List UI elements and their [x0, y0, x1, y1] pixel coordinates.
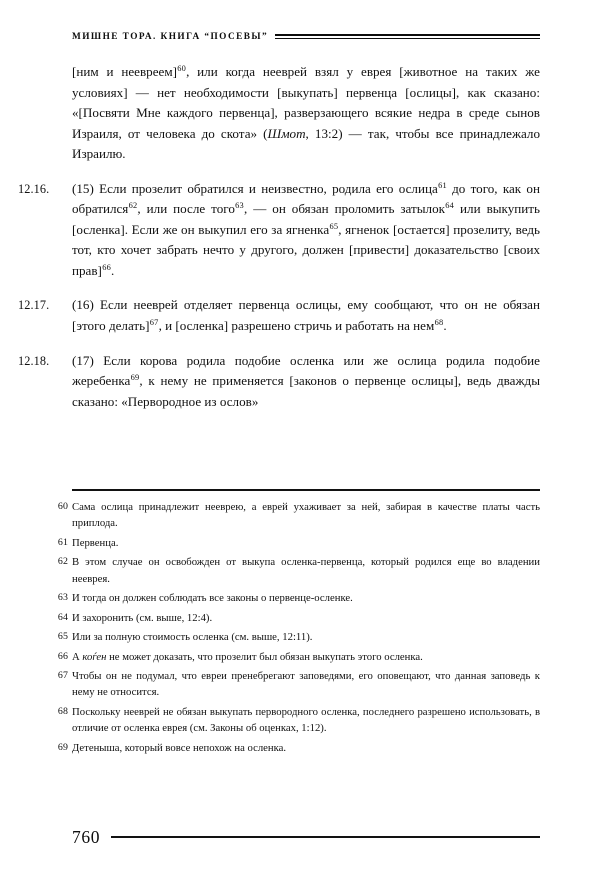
section-12-17	[0, 295, 600, 336]
section-number-12-16: 12.16.	[18, 181, 50, 196]
footnote-marker-69[interactable]: 69	[130, 372, 140, 382]
footnote-text: Сама ослица принадлежит нееврею, а еврей ухаживает за ней, забирая в качестве платы часть приплода.	[72, 501, 540, 530]
footnote-text-after: не может доказать, что прозелит был обязан выкупать этого осленка.	[106, 650, 423, 663]
footnote-entry	[0, 668, 600, 701]
footnote-entry	[0, 499, 600, 532]
section-12-17-t2: , и [осленка] разрешено стричь и работать на нем	[158, 318, 435, 334]
section-12-16-t2: до того, как он обратился	[72, 180, 540, 217]
header-double-rule	[275, 34, 540, 40]
footnote-number: 64	[57, 611, 68, 623]
footnote-text: Первенца.	[72, 536, 119, 549]
lead-paragraph	[0, 62, 600, 165]
footnote-text: И захоронить (см. выше, 12:4).	[72, 611, 213, 624]
section-12-16-t5: или выкупить [осленка]. Если же он выкупил его за ягненка	[72, 201, 540, 237]
footnote-entry	[0, 610, 600, 626]
footnote-number: 63	[57, 592, 68, 604]
footnote-text: Чтобы он не подумал, что евреи пренебрегают заповедями, его оповещают, что данная заповедь к нему не относится.	[72, 669, 540, 699]
item-label-15: (15)	[72, 180, 94, 196]
footnote-number: 69	[57, 741, 68, 753]
footnote-entry	[0, 629, 600, 645]
section-12-18-t1: Если корова родила подобие осленка или же ослица родила подобие жеребенка	[72, 352, 540, 389]
footnote-list	[0, 499, 600, 759]
item-label-17: (17)	[72, 352, 94, 368]
running-header-title: МИШНЕ ТОРА. КНИГА “ПОСЕВЫ”	[72, 32, 269, 42]
page-number: 760	[72, 826, 101, 847]
footnote-number: 68	[57, 705, 68, 717]
footnote-marker-60[interactable]: 60	[177, 63, 187, 73]
page-footer	[72, 824, 540, 850]
footnote-number: 60	[57, 501, 68, 512]
section-12-16-t6: , ягненок [остается] прозелиту, ведь тот, кто хочет забрать нечто у другого, должен [привести] доказательство [своих прав]	[72, 221, 540, 278]
section-12-16-t7: .	[111, 262, 115, 278]
footnote-text: Детеныша, который вовсе непохож на осленка.	[72, 741, 287, 754]
footnote-separator-rule	[72, 489, 540, 491]
section-12-17-t1: Если нееврей отделяет первенца ослицы, ему сообщают, что он не обязан [этого делать]	[72, 297, 540, 334]
footnote-text: И тогда он должен соблюдать все законы о первенце-осленке.	[72, 592, 353, 605]
lead-text-before: [ним и неевреем]	[72, 64, 177, 79]
footnote-entry	[0, 554, 600, 587]
lead-text-after: — так, чтобы все принадлежало Израилю.	[72, 125, 541, 162]
footnote-marker-67[interactable]: 67	[149, 317, 159, 327]
footnote-number: 65	[57, 631, 68, 643]
footnote-marker-62[interactable]: 62	[128, 201, 138, 211]
lead-text-mid: , или когда нееврей взял у еврея [животное на таких же условиях] — нет необходимости [выкупать] первенца [ослицы], как сказано: «[Посвяти Мне каждого первенца], разверзающего всякие недра в среде сынов Израиля, от человека до скота» (	[72, 64, 540, 141]
section-12-16-t3: , или после того	[137, 201, 235, 217]
citation-source: Шмот	[267, 125, 306, 141]
footnote-number: 61	[57, 536, 68, 548]
footnote-entry	[0, 535, 600, 551]
footnote-entry	[0, 590, 600, 606]
footnote-text: Или за полную стоимость осленка (см. выше, 12:11).	[72, 631, 313, 644]
section-12-18-t2: , к нему не применяется [законов о первенце ослицы], ведь дважды сказано: «Первородное из ослов»	[72, 373, 540, 409]
footnote-marker-66[interactable]: 66	[102, 262, 111, 272]
footnote-entry	[0, 649, 600, 665]
body-text-block	[0, 62, 600, 412]
footnote-entry	[0, 740, 600, 756]
footnote-marker-61[interactable]: 61	[438, 180, 447, 190]
footnote-italic-term: коѓен	[82, 650, 107, 663]
section-12-17-t3: .	[443, 318, 447, 334]
section-number-12-17: 12.17.	[18, 298, 50, 313]
section-12-16-t4: , — он обязан проломить затылок	[243, 201, 445, 217]
section-12-18	[0, 351, 600, 413]
footnote-number: 67	[57, 669, 68, 681]
footnote-marker-63[interactable]: 63	[235, 201, 244, 211]
item-label-16: (16)	[72, 297, 94, 313]
footnote-text: В этом случае он освобожден от выкупа осленка-первенца, который родился еще во владении нееврея.	[72, 556, 540, 585]
footnote-text-before: А	[72, 650, 83, 663]
citation-reference: , 13:2)	[305, 125, 343, 141]
footnote-entry	[0, 704, 600, 737]
section-12-16	[0, 179, 600, 282]
footnote-marker-68[interactable]: 68	[434, 317, 444, 327]
footnote-number: 66	[57, 650, 68, 662]
footnote-marker-64[interactable]: 64	[445, 201, 455, 211]
section-number-12-18: 12.18.	[18, 353, 50, 368]
footnote-marker-65[interactable]: 65	[329, 221, 339, 231]
footnote-text: Поскольку нееврей не обязан выкупать первородного осленка, последнего разрешено использовать, в отличие от осленка еврея (см. Законы об оценках, 1:12).	[72, 705, 540, 735]
running-header	[72, 28, 540, 46]
footer-rule	[111, 836, 540, 838]
footnote-number: 62	[57, 556, 68, 568]
section-12-16-t1: Если прозелит обратился и неизвестно, родила его ослица	[93, 180, 438, 196]
